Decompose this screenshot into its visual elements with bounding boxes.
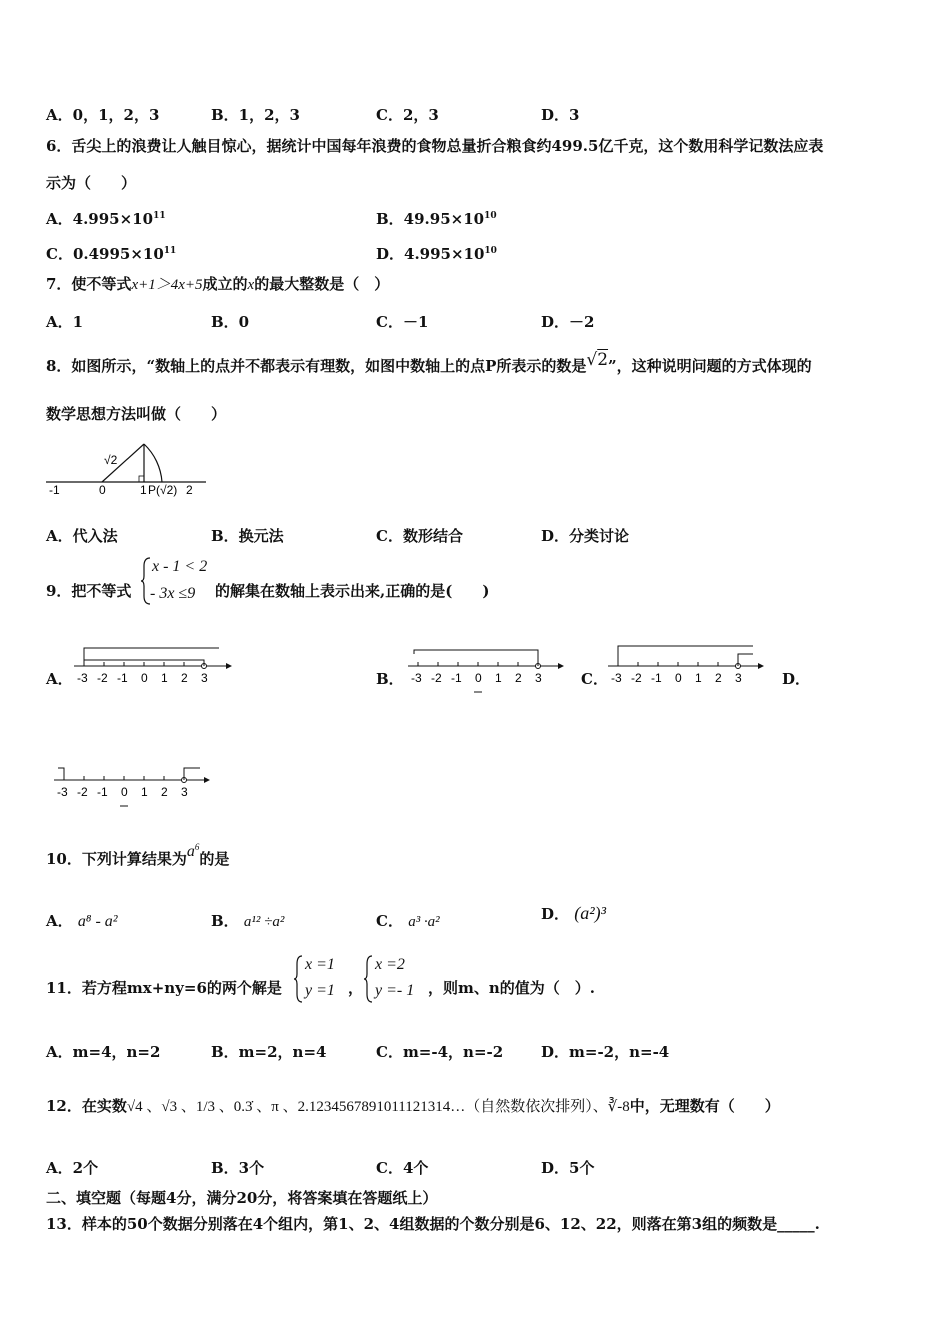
q9-stem-post: 的解集在数轴上表示出来,正确的是( ) — [215, 582, 490, 600]
tick-label: 1 — [695, 671, 702, 685]
q5-option-b: B．1，2，3 — [211, 106, 300, 124]
q8-fig-label-p: P(√2) — [148, 483, 178, 497]
q10-option-a: A． a⁸ - a² — [46, 912, 118, 930]
q12-stem: 12．在实数√4 、√3 、1/3 、0.3̇ 、π 、2.1234567891011121314…（自然数依次排列）、∛-8中，无理数有（ ） — [46, 1097, 780, 1115]
q9-stem-pre: 9．把不等式 — [46, 582, 132, 600]
tick-label: 1 — [495, 671, 502, 685]
q11-stem-pre: 11．若方程mx+ny=6的两个解是 — [46, 979, 282, 997]
q13-stem: 13．样本的50个数据分别落在4个组内，第1、2、4组数据的个数分别是6、12、22，则落在第3组的频数是_____. — [46, 1215, 820, 1233]
q9-option-a-label: A． — [46, 670, 73, 688]
q8-fig-label-0: 0 — [99, 483, 106, 497]
q11-option-c: C．m=-4，n=-2 — [376, 1043, 504, 1061]
q9-a-ticks — [77, 662, 208, 685]
q9-b-ticks — [411, 662, 542, 685]
q7-option-b: B．0 — [211, 313, 250, 331]
q12-option-d: D．5个 — [541, 1159, 595, 1177]
tick-label: -3 — [411, 671, 422, 685]
q8-option-a: A．代入法 — [46, 527, 118, 545]
q5-option-d: D．3 — [541, 106, 580, 124]
q9-option-d-label: D． — [782, 670, 811, 688]
q11-option-d: D．m=-2，n=-4 — [541, 1043, 670, 1061]
tick-label: 0 — [475, 671, 482, 685]
q8-stem-line2: 数学思想方法叫做（ ） — [46, 405, 227, 423]
tick-label: -2 — [77, 785, 88, 799]
q5-option-c: C．2，3 — [376, 106, 439, 124]
q6-option-b: B．$49.95\times 10^{10}$ — [376, 210, 497, 228]
q6-option-d: D．$4.995\times 10^{10}$ — [376, 245, 497, 263]
tick-label: 2 — [161, 785, 168, 799]
q6-stem-line2: 示为（ ） — [46, 174, 137, 192]
q10-stem: 10．下列计算结果为$a^6$的是 — [46, 842, 230, 868]
q8-number-line-figure — [44, 438, 209, 498]
tick-label: -2 — [97, 671, 108, 685]
q11-comma: ， — [348, 979, 364, 997]
q9-option-a-number-line — [74, 640, 234, 688]
tick-label: -3 — [57, 785, 68, 799]
q12-option-a: A．2个 — [46, 1159, 99, 1177]
tick-label: -2 — [431, 671, 442, 685]
tick-label: 0 — [141, 671, 148, 685]
q10-option-c: C． a³ ·a² — [376, 912, 440, 930]
q11-solution-2: x =2 y =- 1 — [364, 954, 436, 1004]
q8-fig-label-sqrt2: √2 — [104, 453, 118, 467]
q6-option-c: C．$0.4995\times 10^{11}$ — [46, 245, 177, 263]
tick-label: 0 — [675, 671, 682, 685]
q9-c-ticks — [611, 662, 742, 685]
tick-label: 1 — [141, 785, 148, 799]
tick-label: 2 — [181, 671, 188, 685]
q9-option-b-label: B． — [376, 670, 404, 688]
q10-option-b: B． a¹² ÷a² — [211, 912, 285, 930]
q9-option-b-number-line — [408, 640, 568, 698]
q11-stem-post: ，则m、n的值为（ ）. — [428, 979, 596, 997]
q9-option-d-number-line — [54, 760, 214, 816]
q8-fig-label-1: 1 — [140, 483, 147, 497]
q11-option-b: B．m=2，n=4 — [211, 1043, 327, 1061]
q7-option-a: A．1 — [46, 313, 84, 331]
tick-label: -1 — [97, 785, 108, 799]
q8-option-b: B．换元法 — [211, 527, 284, 545]
q9-option-c-number-line — [608, 640, 768, 688]
q8-stem-line1: 8．如图所示，“数轴上的点并不都表示有理数，如图中数轴上的点P所表示的数是√2”，这种说明问题的方式体现的 — [46, 350, 812, 375]
tick-label: 3 — [201, 671, 208, 685]
q5-option-a: A．0，1，2，3 — [46, 106, 160, 124]
q8-option-d: D．分类讨论 — [541, 527, 630, 545]
tick-label: 0 — [121, 785, 128, 799]
q7-stem: 7．使不等式x+1＞4x+5成立的x的最大整数是（ ） — [46, 275, 390, 293]
tick-label: 3 — [535, 671, 542, 685]
q9-inequality-system: x - 1 < 2 - 3x ≤9 — [140, 556, 215, 608]
tick-label: -1 — [451, 671, 462, 685]
tick-label: 3 — [181, 785, 188, 799]
tick-label: 2 — [715, 671, 722, 685]
section-2-heading: 二、填空题（每题4分，满分20分，将答案填在答题纸上） — [46, 1189, 438, 1207]
q8-fig-label-2: 2 — [186, 483, 193, 497]
q6-option-a: A．$4.995\times 10^{11}$ — [46, 210, 166, 228]
q12-option-c: C．4个 — [376, 1159, 429, 1177]
tick-label: 3 — [735, 671, 742, 685]
tick-label: 2 — [515, 671, 522, 685]
q11-option-a: A．m=4，n=2 — [46, 1043, 161, 1061]
q7-option-d: D．－2 — [541, 313, 595, 331]
tick-label: -1 — [117, 671, 128, 685]
q6-stem-line1: 6．舌尖上的浪费让人触目惊心，据统计中国每年浪费的食物总量折合粮食约499.5亿千克，这个数用科学记数法应表 — [46, 137, 824, 155]
q8-option-c: C．数形结合 — [376, 527, 463, 545]
tick-label: -3 — [611, 671, 622, 685]
q10-option-d: D． (a²)³ — [541, 903, 607, 923]
q9-d-ticks — [57, 776, 188, 799]
tick-label: 1 — [161, 671, 168, 685]
tick-label: -3 — [77, 671, 88, 685]
q8-fig-label-neg1: -1 — [49, 483, 60, 497]
tick-label: -2 — [631, 671, 642, 685]
q7-option-c: C．－1 — [376, 313, 429, 331]
q12-option-b: B．3个 — [211, 1159, 265, 1177]
tick-label: -1 — [651, 671, 662, 685]
q11-solution-1: x =1 y =1 — [294, 954, 354, 1004]
q9-option-c-label: C． — [581, 670, 608, 688]
